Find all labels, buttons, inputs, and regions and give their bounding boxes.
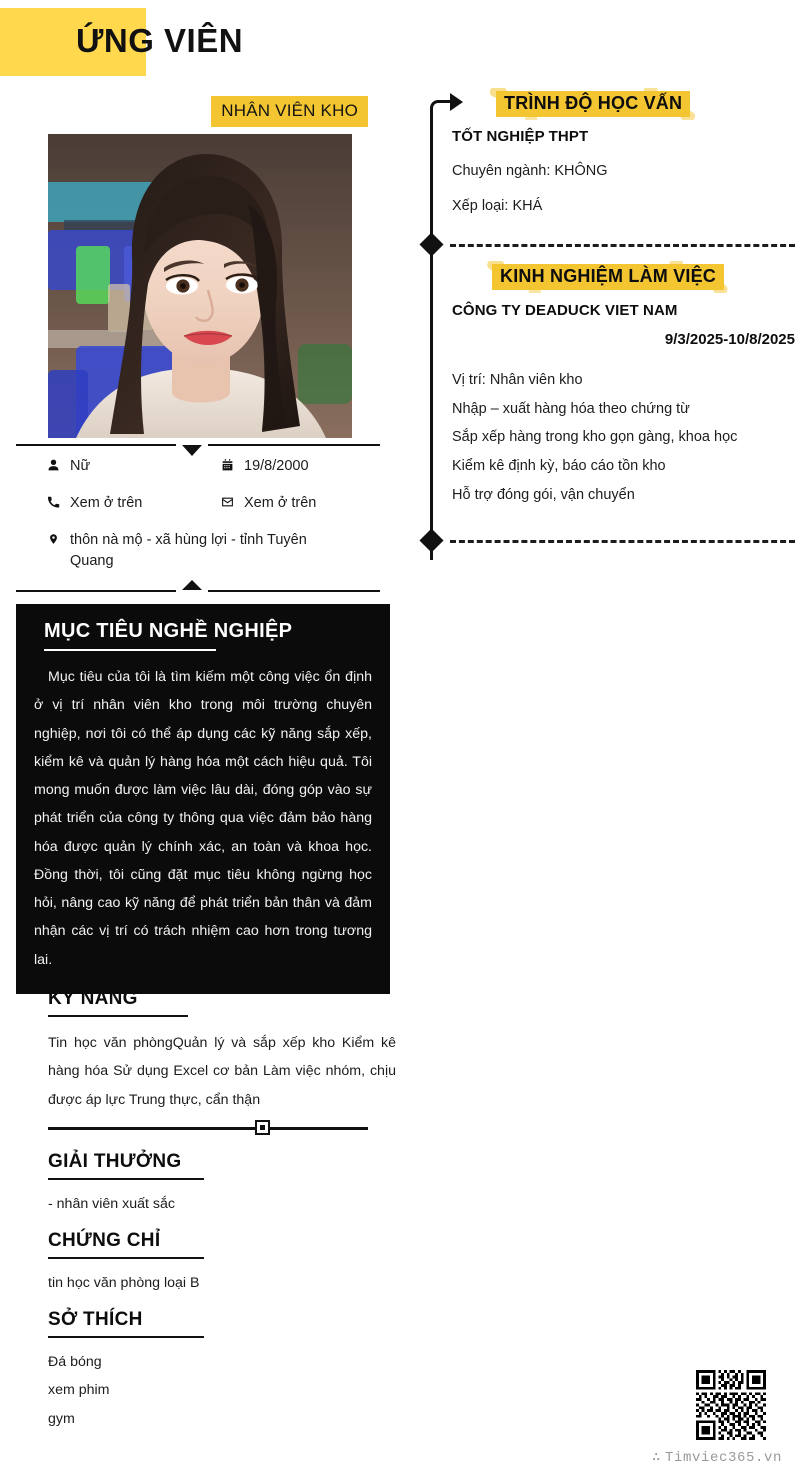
- awards-title-underline: [48, 1178, 204, 1180]
- hobbies-item: xem phim: [48, 1382, 110, 1399]
- person-icon: [46, 456, 60, 472]
- experience-duty: Kiểm kê định kỳ, báo cáo tồn kho: [452, 458, 666, 475]
- contact-address: [46, 530, 396, 571]
- triangle-down-icon: [182, 445, 202, 456]
- education-grade: Xếp loại: KHÁ: [452, 197, 543, 214]
- certificates-title-underline: [48, 1257, 204, 1259]
- timeline-elbow: [430, 100, 452, 114]
- skills-title: KỸ NĂNG: [48, 988, 138, 1009]
- timeline-dashed-divider: [450, 540, 795, 543]
- skills-body: Tin học văn phòngQuản lý và sắp xếp kho Kiểm kê hàng hóa Sử dụng Excel cơ bản Làm việc nhóm, chịu được áp lực Trung thực, cẩn thận: [48, 1035, 396, 1108]
- experience-duty: Hỗ trợ đóng gói, vận chuyển: [452, 486, 635, 503]
- skills-section: [16, 988, 396, 1136]
- email-value: Xem ở trên: [244, 495, 317, 511]
- certificates-section: [16, 1230, 396, 1297]
- birthday-value: 19/8/2000: [244, 458, 309, 474]
- contact-gender: [46, 456, 216, 477]
- contact-row-3: [46, 530, 396, 571]
- experience-company: CÔNG TY DEADUCK VIET NAM: [452, 302, 678, 319]
- timeline-marker: [419, 528, 443, 552]
- avatar: [48, 134, 352, 438]
- timeline-arrow-icon: [450, 93, 463, 111]
- brand-mark-icon: ∴: [651, 1450, 661, 1466]
- experience-entry: [452, 302, 795, 510]
- education-entry: [452, 128, 795, 220]
- contact-phone: [46, 493, 216, 514]
- contact-email: [220, 493, 400, 514]
- hobbies-item: Đá bóng: [48, 1354, 102, 1370]
- objective-section: [16, 604, 390, 994]
- objective-title-underline: [44, 649, 216, 651]
- awards-section: [16, 1151, 396, 1218]
- hobbies-section: [16, 1309, 396, 1433]
- skill-level-slider[interactable]: [48, 1120, 368, 1136]
- calendar-icon: [220, 456, 234, 472]
- hobbies-title-underline: [48, 1336, 204, 1338]
- gender-value: Nữ: [70, 458, 91, 474]
- experience-period: 9/3/2025-10/8/2025: [664, 331, 795, 348]
- education-major: Chuyên ngành: KHÔNG: [452, 163, 608, 179]
- timeline-dashed-divider: [450, 244, 795, 247]
- triangle-up-icon: [182, 580, 202, 590]
- job-title-badge: NHÂN VIÊN KHO: [211, 96, 368, 127]
- certificates-title: CHỨNG CHỈ: [48, 1230, 161, 1251]
- address-value: thôn nà mộ - xã hùng lợi - tỉnh Tuyên Quang: [70, 532, 307, 569]
- skills-title-underline: [48, 1015, 188, 1017]
- brand-footer: [637, 1449, 797, 1466]
- skill-slider-knob[interactable]: [255, 1120, 270, 1135]
- objective-body: Mục tiêu của tôi là tìm kiếm một công việc ổn định ở vị trí nhân viên kho trong môi trường chuyên nghiệp, nơi tôi có thể áp dụng các kỹ năng sắp xếp, kiểm kê và quản lý hàng hóa một cách hiệu quả. Tôi mong muốn được làm việc lâu dài, đóng góp vào sự phát triển của công ty thông qua việc đảm bảo hàng hóa được quản lý chính xác, an toàn và khoa học. Đồng thời, tôi cũng đặt mục tiêu không ngừng học hỏi, nâng cao kỹ năng để phát triển bản thân và đảm nhận các vị trí có trách nhiệm cao hơn trong tương lai.: [34, 669, 372, 968]
- envelope-icon: [220, 493, 234, 509]
- hobbies-item: gym: [48, 1410, 75, 1427]
- phone-icon: [46, 493, 60, 509]
- contact-birthday: [220, 456, 400, 477]
- experience-duty: Sắp xếp hàng trong kho gọn gàng, khoa học: [452, 429, 738, 446]
- qr-code-image: [693, 1370, 769, 1440]
- brand-name: Timviec365.vn: [665, 1450, 783, 1466]
- timeline-marker: [419, 232, 443, 256]
- certificates-item: tin học văn phòng loại B: [48, 1275, 200, 1291]
- qr-code[interactable]: [693, 1370, 769, 1440]
- awards-item: - nhân viên xuất sắc: [48, 1196, 175, 1212]
- hobbies-title: SỞ THÍCH: [48, 1309, 143, 1330]
- education-title: TRÌNH ĐỘ HỌC VẤN: [490, 88, 696, 120]
- left-column: [16, 96, 396, 569]
- contact-info: [46, 456, 396, 571]
- objective-title: MỤC TIÊU NGHỀ NGHIỆP: [44, 620, 293, 642]
- education-school: TỐT NGHIỆP THPT: [452, 128, 589, 145]
- contact-row-1: [46, 456, 396, 493]
- contact-row-2: [46, 493, 396, 530]
- skill-slider-track: [48, 1127, 368, 1130]
- phone-value: Xem ở trên: [70, 495, 143, 511]
- avatar-image: [48, 134, 352, 438]
- experience-title: KINH NGHIỆM LÀM VIỆC: [486, 261, 730, 293]
- job-title-badge-wrap: [16, 96, 396, 130]
- awards-title: GIẢI THƯỞNG: [48, 1151, 182, 1172]
- page-title: ỨNG VIÊN: [76, 22, 244, 59]
- experience-duty: Nhập – xuất hàng hóa theo chứng từ: [452, 400, 690, 417]
- timeline-spine: [430, 108, 433, 560]
- location-pin-icon: [46, 530, 60, 546]
- experience-position: Vị trí: Nhân viên kho: [452, 372, 583, 388]
